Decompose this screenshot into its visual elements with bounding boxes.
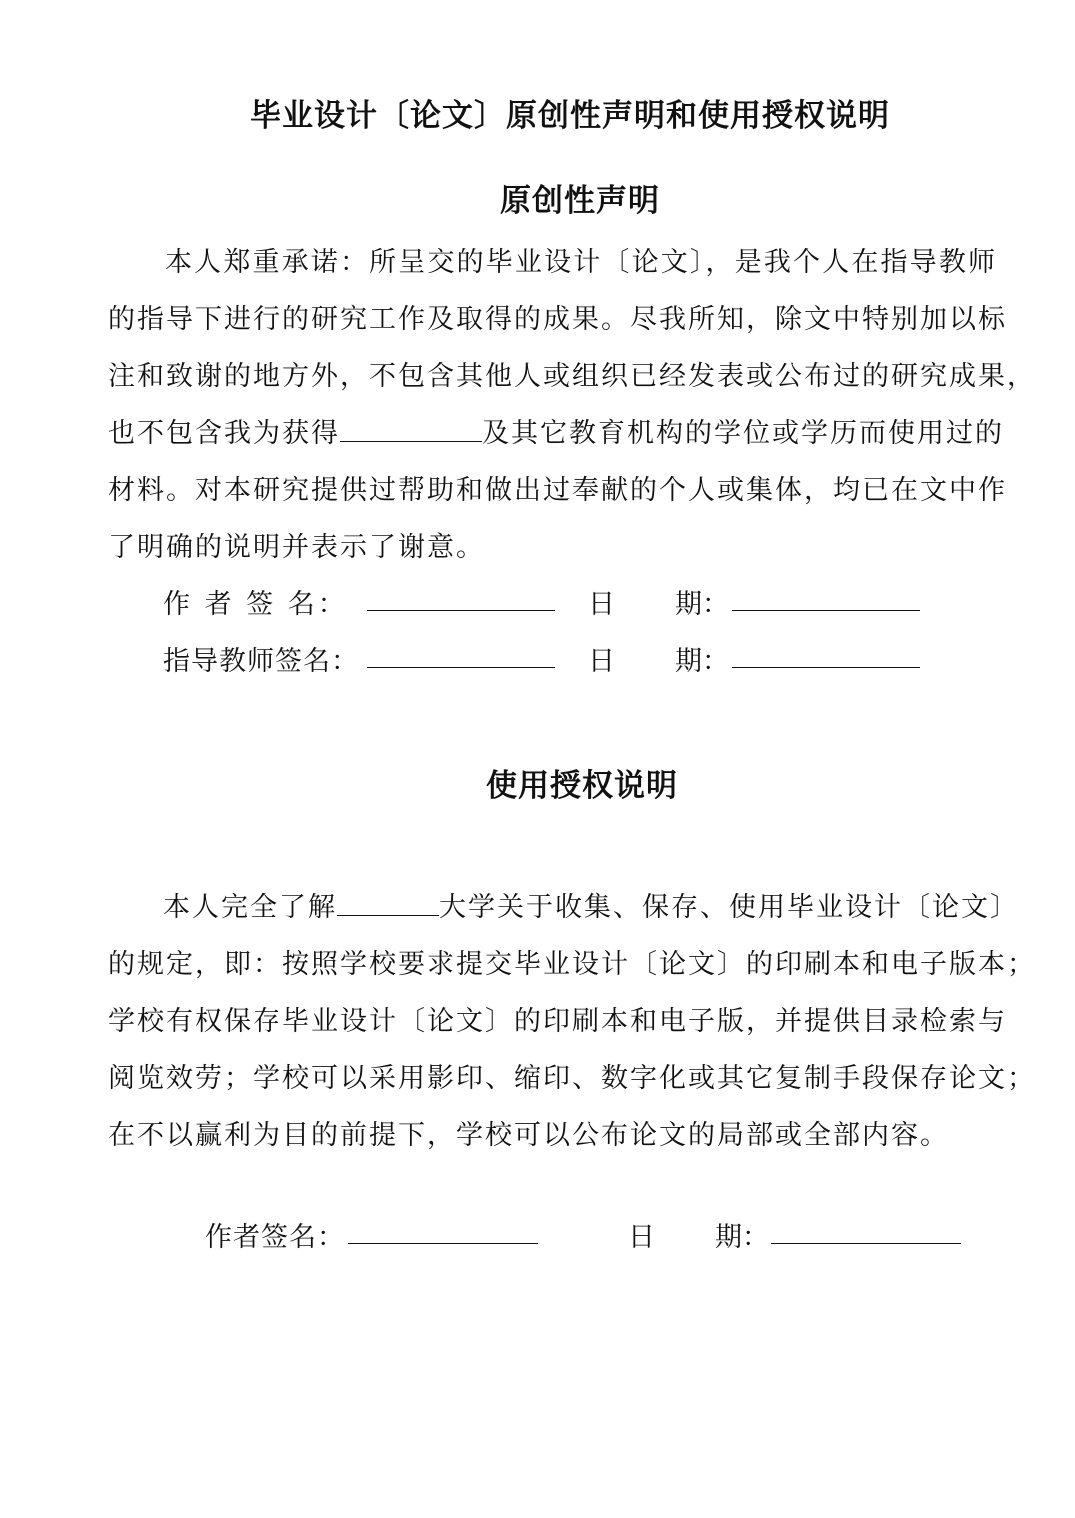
auth-date-label-ri: 日 xyxy=(628,1222,655,1253)
date-label-qi-2: 期： xyxy=(675,646,729,677)
originality-line-6: 了明确的说明并表示了谢意。 xyxy=(108,532,485,563)
originality-line-3: 注和致谢的地方外，不包含其他人或组织已经发表或公布过的研究成果， xyxy=(108,361,1036,392)
date-label-qi-1: 期： xyxy=(675,589,729,620)
degree-blank[interactable] xyxy=(340,415,482,442)
originality-line-5: 材料。对本研究提供过帮助和做出过奉献的个人或集体，均已在文中作 xyxy=(108,475,1007,506)
authorization-line-4: 阅览效劳；学校可以采用影印、缩印、数字化或其它复制手段保存论文； xyxy=(108,1063,1036,1094)
authorization-heading: 使用授权说明 xyxy=(486,768,678,804)
authorization-line-1 xyxy=(163,885,1023,924)
authorization-line-3: 学校有权保存毕业设计〔论文〕的印刷本和电子版，并提供目录检索与 xyxy=(108,1006,1007,1037)
auth-date-line[interactable] xyxy=(771,1243,961,1244)
authorization-line-5: 在不以赢利为目的前提下，学校可以公布论文的局部或全部内容。 xyxy=(108,1120,949,1151)
author-sign-line[interactable] xyxy=(367,610,555,611)
originality-line-4 xyxy=(108,411,1008,450)
originality-heading: 原创性声明 xyxy=(500,183,660,219)
auth-author-sign-line[interactable] xyxy=(348,1243,538,1244)
originality-line-1: 本人郑重承诺：所呈交的毕业设计〔论文〕，是我个人在指导教师 xyxy=(165,247,997,278)
advisor-sign-line[interactable] xyxy=(367,667,555,668)
originality-line-4-pre: 也不包含我为获得 xyxy=(108,418,340,449)
originality-line-2: 的指导下进行的研究工作及取得的成果。尽我所知，除文中特别加以标 xyxy=(108,304,1007,335)
originality-line-4-post: 及其它教育机构的学位或学历而使用过的 xyxy=(482,418,1004,449)
university-blank[interactable] xyxy=(337,889,439,916)
author-sign-label: 作 者 签 名： xyxy=(163,589,348,620)
advisor-date-line[interactable] xyxy=(732,667,920,668)
authorization-line-1-pre: 本人完全了解 xyxy=(163,892,337,923)
auth-author-sign-label: 作者签名： xyxy=(205,1222,345,1253)
advisor-sign-label: 指导教师签名： xyxy=(163,646,359,677)
author-date-line[interactable] xyxy=(732,610,920,611)
authorization-line-2: 的规定，即：按照学校要求提交毕业设计〔论文〕的印刷本和电子版本； xyxy=(108,949,1036,980)
date-label-ri-2: 日 xyxy=(588,646,615,677)
document-title: 毕业设计〔论文〕原创性声明和使用授权说明 xyxy=(250,98,890,134)
authorization-line-1-post: 大学关于收集、保存、使用毕业设计〔论文〕 xyxy=(439,892,1019,923)
date-label-ri-1: 日 xyxy=(588,589,615,620)
auth-date-label-qi: 期： xyxy=(715,1222,769,1253)
